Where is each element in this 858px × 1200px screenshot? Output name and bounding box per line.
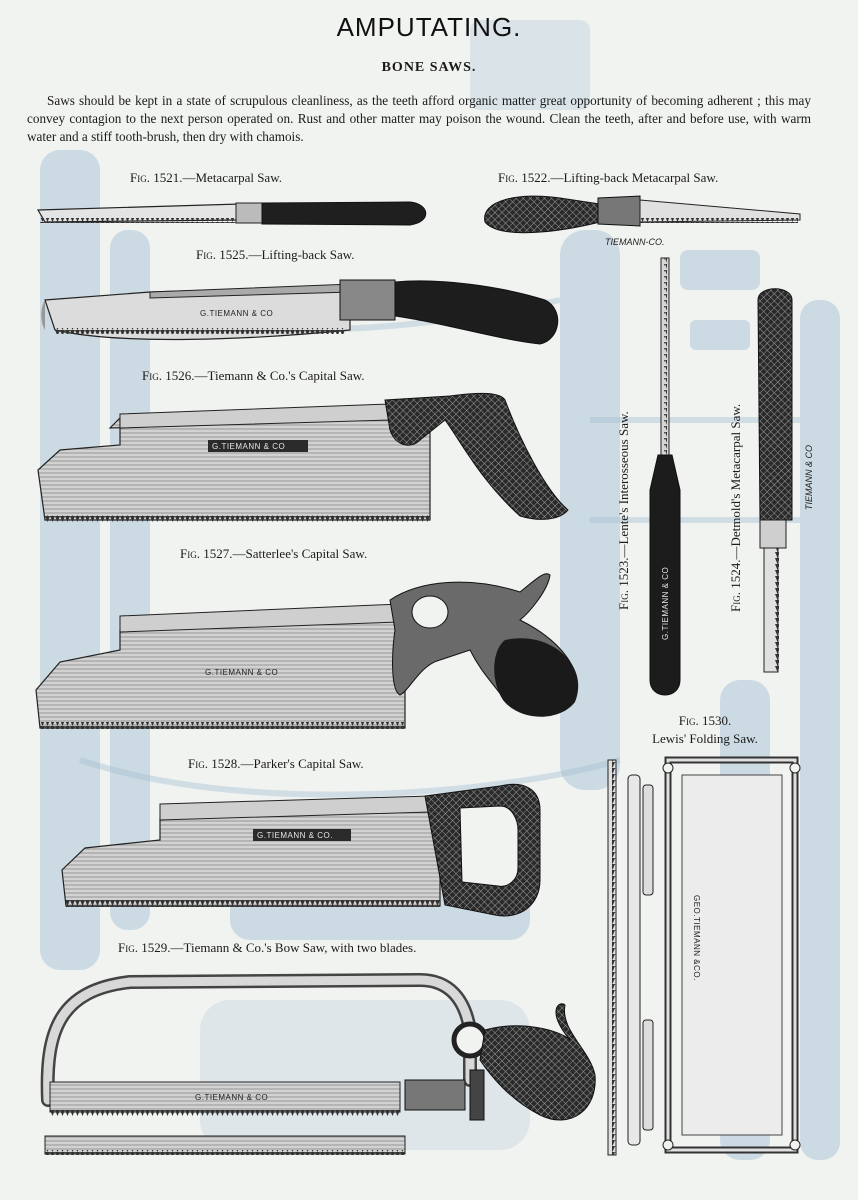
stamp-1528: G.TIEMANN & CO.	[257, 831, 333, 840]
stamp-1529: G.TIEMANN & CO	[195, 1093, 269, 1102]
saw-fig-1524	[758, 289, 814, 672]
stamp-1522: TIEMANN-CO.	[605, 237, 665, 247]
fig-number: Fig. 1523.	[616, 557, 631, 610]
fig-number: Fig. 1521.	[130, 170, 183, 185]
fig-number: Fig. 1527.	[180, 546, 233, 561]
intro-paragraph: Saws should be kept in a state of scrupulous cleanliness, as the teeth afford organic matter great opportunity of becoming adherent ; this may convey contagion to the next person operated on. Rust and other matter may poison the wound. Clean the teeth, after and before use, with warm water and a stiff tooth-brush, then dry with chamois.	[27, 93, 811, 144]
saw-fig-1529	[45, 980, 595, 1155]
fig-number: Fig. 1528.	[188, 756, 241, 771]
fig-number: Fig. 1525.	[196, 247, 249, 262]
fig-number: Fig. 1524.	[728, 559, 743, 612]
fig-number: Fig. 1529.	[118, 940, 171, 955]
stamp-1523: G.TIEMANN & CO	[661, 566, 670, 640]
stamp-1525: G.TIEMANN & CO	[200, 309, 274, 318]
fig-name: —Metacarpal Saw.	[182, 170, 282, 185]
fig-name: —Tiemann & Co.'s Bow Saw, with two blades.	[170, 940, 417, 955]
page-title: AMPUTATING.	[336, 12, 522, 42]
stamp-1524: TIEMANN & CO	[804, 444, 814, 510]
saw-fig-1522	[485, 196, 800, 247]
fig-name: —Parker's Capital Saw.	[240, 756, 364, 771]
fig-number: Fig. 1522.	[498, 170, 551, 185]
section-title: BONE SAWS.	[381, 60, 477, 75]
saw-fig-1526	[38, 393, 568, 522]
fig-name: —Detmold's Metacarpal Saw.	[728, 403, 743, 560]
fig-number: Fig. 1526.	[142, 368, 195, 383]
saw-fig-1528	[62, 784, 540, 916]
fig-name: Lewis' Folding Saw.	[652, 731, 758, 746]
stamp-1526: G.TIEMANN & CO	[212, 442, 286, 451]
saw-fig-1521	[38, 202, 426, 225]
fig-name: —Satterlee's Capital Saw.	[232, 546, 368, 561]
saw-fig-1527	[36, 574, 578, 729]
saw-fig-1530	[608, 760, 800, 1155]
stamp-1527: G.TIEMANN & CO	[205, 668, 279, 677]
saw-fig-1525	[41, 280, 557, 344]
fig-name: —Lifting-back Metacarpal Saw.	[550, 170, 719, 185]
fig-name: —Lente's Interosseous Saw.	[616, 411, 631, 558]
fig-name: —Lifting-back Saw.	[248, 247, 355, 262]
fig-name: —Tiemann & Co.'s Capital Saw.	[194, 368, 365, 383]
stamp-1530: GEO.TIEMANN &CO.	[692, 895, 701, 981]
saw-fig-1523	[650, 258, 680, 695]
fig-number: Fig. 1530.	[678, 713, 732, 728]
